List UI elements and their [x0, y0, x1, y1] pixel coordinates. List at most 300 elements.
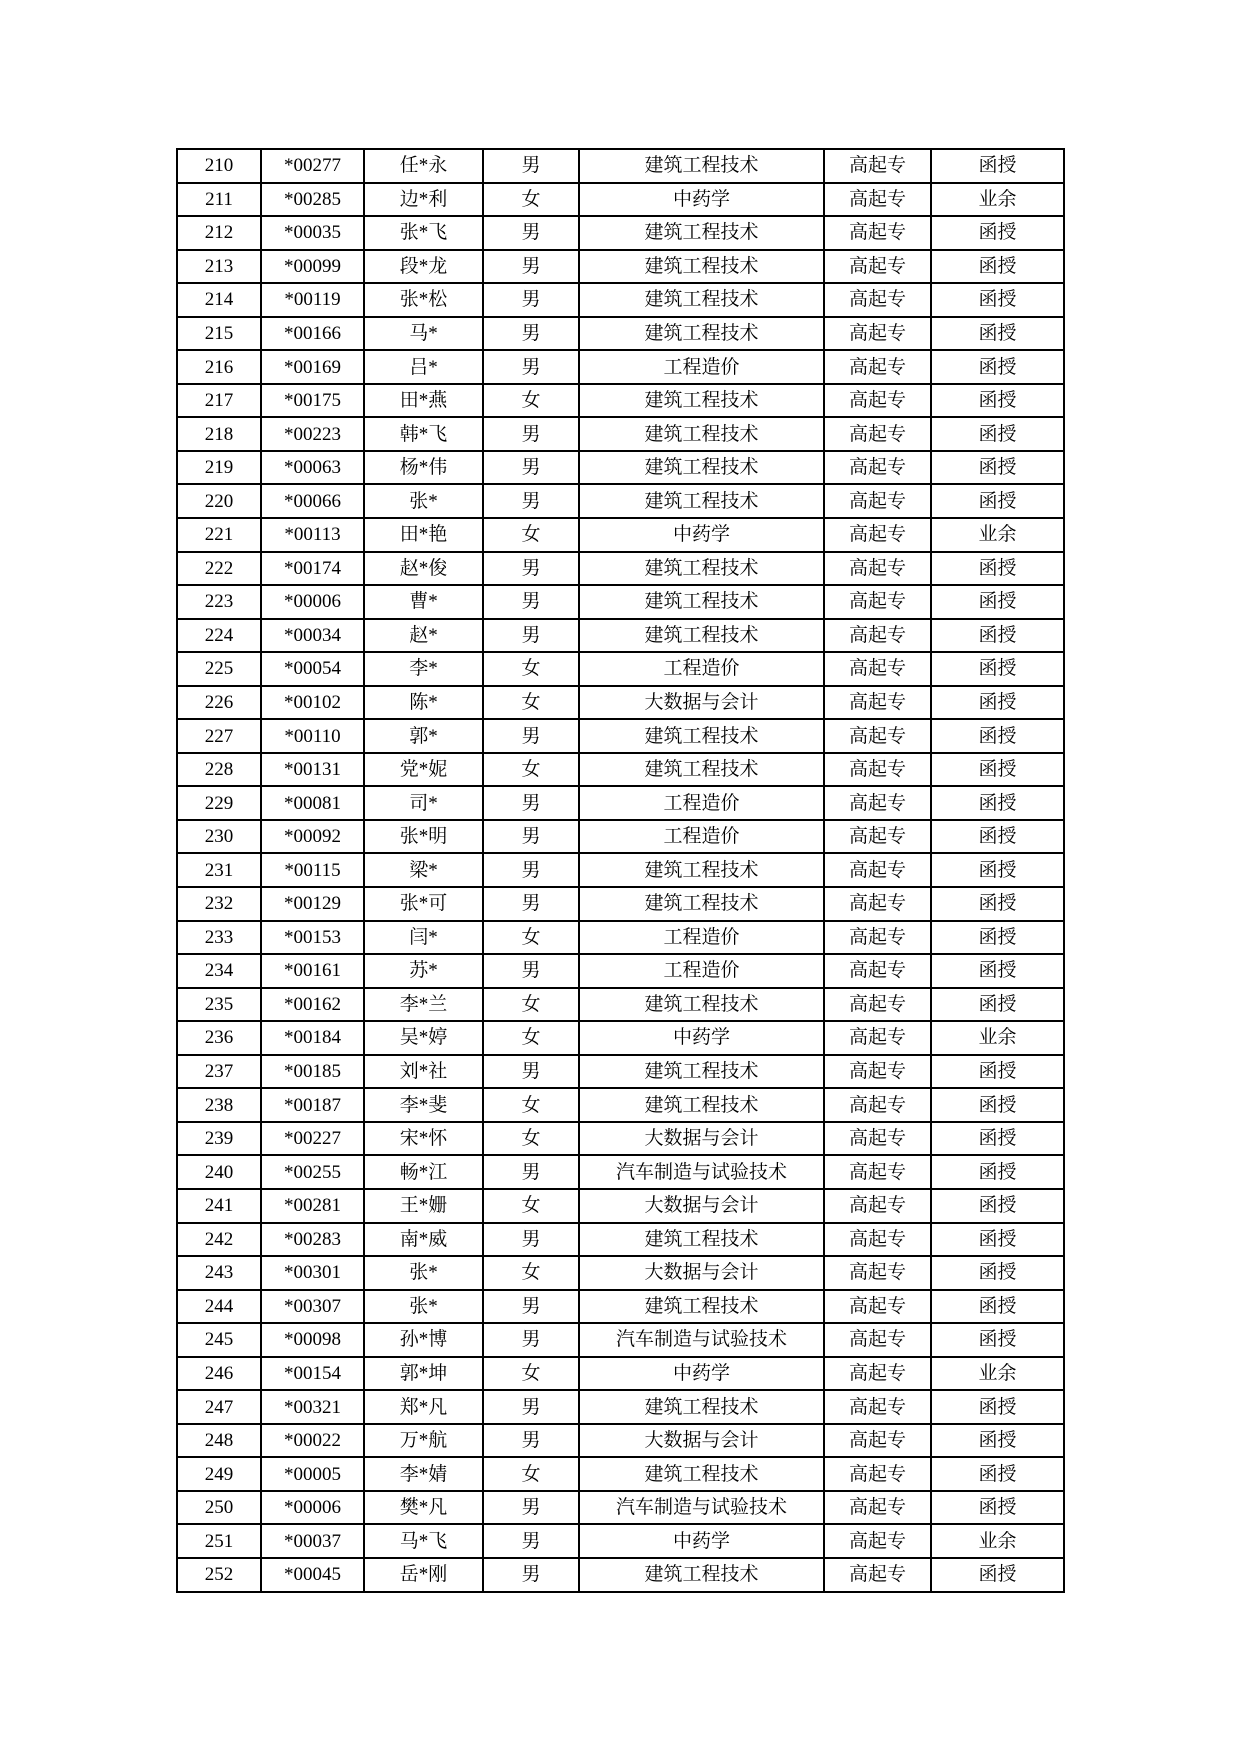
cell-masked-name: 张* — [364, 1290, 483, 1324]
table-row — [177, 1457, 1064, 1491]
cell-study-form: 函授 — [931, 216, 1064, 250]
cell-major: 建筑工程技术 — [579, 216, 824, 250]
cell-major: 建筑工程技术 — [579, 484, 824, 518]
cell-level: 高起专 — [824, 216, 931, 250]
cell-masked-name: 郑*凡 — [364, 1390, 483, 1424]
cell-gender: 女 — [483, 686, 579, 720]
cell-major: 大数据与会计 — [579, 1256, 824, 1290]
cell-row-number: 236 — [177, 1021, 261, 1055]
cell-row-number: 225 — [177, 652, 261, 686]
table-row — [177, 853, 1064, 887]
cell-level: 高起专 — [824, 1558, 931, 1592]
table-row — [177, 988, 1064, 1022]
cell-row-number: 226 — [177, 686, 261, 720]
cell-major: 汽车制造与试验技术 — [579, 1155, 824, 1189]
cell-study-form: 函授 — [931, 1155, 1064, 1189]
cell-study-form: 函授 — [931, 786, 1064, 820]
cell-gender: 女 — [483, 1189, 579, 1223]
cell-gender: 男 — [483, 1390, 579, 1424]
cell-gender: 男 — [483, 552, 579, 586]
cell-masked-name: 樊*凡 — [364, 1491, 483, 1525]
cell-major: 建筑工程技术 — [579, 1055, 824, 1089]
cell-gender: 男 — [483, 954, 579, 988]
cell-row-number: 223 — [177, 585, 261, 619]
cell-level: 高起专 — [824, 417, 931, 451]
cell-masked-name: 马* — [364, 317, 483, 351]
table-row — [177, 686, 1064, 720]
table-row — [177, 518, 1064, 552]
cell-masked-name: 刘*社 — [364, 1055, 483, 1089]
table-row — [177, 183, 1064, 217]
table-row — [177, 1491, 1064, 1525]
cell-masked-id: *00131 — [261, 753, 364, 787]
cell-gender: 男 — [483, 484, 579, 518]
cell-gender: 男 — [483, 451, 579, 485]
cell-masked-name: 赵* — [364, 619, 483, 653]
table-row — [177, 149, 1064, 183]
cell-level: 高起专 — [824, 820, 931, 854]
cell-gender: 男 — [483, 1223, 579, 1257]
cell-gender: 男 — [483, 1558, 579, 1592]
cell-gender: 女 — [483, 1357, 579, 1391]
cell-gender: 男 — [483, 283, 579, 317]
cell-masked-id: *00166 — [261, 317, 364, 351]
cell-gender: 男 — [483, 250, 579, 284]
cell-gender: 男 — [483, 1323, 579, 1357]
cell-row-number: 250 — [177, 1491, 261, 1525]
cell-major: 建筑工程技术 — [579, 1223, 824, 1257]
cell-masked-id: *00129 — [261, 887, 364, 921]
table-row — [177, 250, 1064, 284]
cell-row-number: 239 — [177, 1122, 261, 1156]
cell-level: 高起专 — [824, 183, 931, 217]
cell-masked-id: *00154 — [261, 1357, 364, 1391]
cell-level: 高起专 — [824, 1256, 931, 1290]
cell-study-form: 函授 — [931, 1088, 1064, 1122]
cell-masked-id: *00187 — [261, 1088, 364, 1122]
cell-row-number: 224 — [177, 619, 261, 653]
cell-row-number: 229 — [177, 786, 261, 820]
cell-row-number: 219 — [177, 451, 261, 485]
cell-gender: 女 — [483, 753, 579, 787]
table-row — [177, 1256, 1064, 1290]
cell-major: 工程造价 — [579, 820, 824, 854]
cell-gender: 男 — [483, 1290, 579, 1324]
cell-gender: 女 — [483, 921, 579, 955]
cell-row-number: 217 — [177, 384, 261, 418]
cell-gender: 女 — [483, 652, 579, 686]
cell-major: 建筑工程技术 — [579, 1558, 824, 1592]
cell-major: 建筑工程技术 — [579, 250, 824, 284]
cell-level: 高起专 — [824, 652, 931, 686]
cell-gender: 男 — [483, 1155, 579, 1189]
cell-masked-id: *00102 — [261, 686, 364, 720]
cell-row-number: 242 — [177, 1223, 261, 1257]
cell-masked-id: *00063 — [261, 451, 364, 485]
cell-masked-id: *00006 — [261, 1491, 364, 1525]
cell-masked-name: 闫* — [364, 921, 483, 955]
cell-study-form: 函授 — [931, 250, 1064, 284]
cell-study-form: 函授 — [931, 1290, 1064, 1324]
cell-study-form: 函授 — [931, 384, 1064, 418]
cell-study-form: 函授 — [931, 753, 1064, 787]
cell-row-number: 249 — [177, 1457, 261, 1491]
cell-row-number: 247 — [177, 1390, 261, 1424]
table-row — [177, 1155, 1064, 1189]
cell-level: 高起专 — [824, 954, 931, 988]
cell-level: 高起专 — [824, 1357, 931, 1391]
cell-level: 高起专 — [824, 1491, 931, 1525]
cell-major: 中药学 — [579, 183, 824, 217]
cell-row-number: 231 — [177, 853, 261, 887]
cell-masked-id: *00175 — [261, 384, 364, 418]
cell-major: 汽车制造与试验技术 — [579, 1491, 824, 1525]
cell-masked-name: 田*燕 — [364, 384, 483, 418]
cell-masked-name: 吴*婷 — [364, 1021, 483, 1055]
cell-study-form: 函授 — [931, 1256, 1064, 1290]
cell-row-number: 240 — [177, 1155, 261, 1189]
cell-masked-name: 张* — [364, 1256, 483, 1290]
cell-level: 高起专 — [824, 149, 931, 183]
cell-masked-name: 韩*飞 — [364, 417, 483, 451]
cell-gender: 男 — [483, 1491, 579, 1525]
cell-masked-id: *00054 — [261, 652, 364, 686]
cell-level: 高起专 — [824, 350, 931, 384]
cell-study-form: 函授 — [931, 1055, 1064, 1089]
cell-row-number: 241 — [177, 1189, 261, 1223]
cell-study-form: 函授 — [931, 988, 1064, 1022]
cell-masked-id: *00110 — [261, 719, 364, 753]
cell-major: 中药学 — [579, 1021, 824, 1055]
cell-row-number: 252 — [177, 1558, 261, 1592]
table-row — [177, 652, 1064, 686]
cell-row-number: 245 — [177, 1323, 261, 1357]
cell-study-form: 函授 — [931, 921, 1064, 955]
cell-gender: 男 — [483, 585, 579, 619]
cell-masked-name: 岳*刚 — [364, 1558, 483, 1592]
table-row — [177, 820, 1064, 854]
table-row — [177, 1055, 1064, 1089]
table-row — [177, 1524, 1064, 1558]
cell-masked-name: 段*龙 — [364, 250, 483, 284]
cell-masked-name: 张*松 — [364, 283, 483, 317]
cell-study-form: 函授 — [931, 1491, 1064, 1525]
cell-level: 高起专 — [824, 686, 931, 720]
cell-masked-id: *00045 — [261, 1558, 364, 1592]
cell-masked-name: 畅*江 — [364, 1155, 483, 1189]
cell-gender: 女 — [483, 518, 579, 552]
cell-major: 建筑工程技术 — [579, 988, 824, 1022]
cell-major: 工程造价 — [579, 786, 824, 820]
cell-row-number: 218 — [177, 417, 261, 451]
cell-masked-name: 张*明 — [364, 820, 483, 854]
cell-study-form: 函授 — [931, 417, 1064, 451]
cell-masked-id: *00035 — [261, 216, 364, 250]
cell-row-number: 216 — [177, 350, 261, 384]
cell-gender: 男 — [483, 1524, 579, 1558]
table-row — [177, 1323, 1064, 1357]
table-row — [177, 451, 1064, 485]
cell-major: 工程造价 — [579, 350, 824, 384]
cell-major: 建筑工程技术 — [579, 619, 824, 653]
cell-level: 高起专 — [824, 1155, 931, 1189]
cell-study-form: 函授 — [931, 954, 1064, 988]
cell-row-number: 212 — [177, 216, 261, 250]
cell-gender: 男 — [483, 853, 579, 887]
cell-masked-name: 司* — [364, 786, 483, 820]
cell-level: 高起专 — [824, 1290, 931, 1324]
table-row — [177, 1424, 1064, 1458]
table-row — [177, 384, 1064, 418]
cell-study-form: 函授 — [931, 283, 1064, 317]
cell-masked-id: *00255 — [261, 1155, 364, 1189]
cell-masked-id: *00281 — [261, 1189, 364, 1223]
cell-masked-name: 李* — [364, 652, 483, 686]
cell-study-form: 函授 — [931, 1558, 1064, 1592]
cell-study-form: 函授 — [931, 853, 1064, 887]
cell-gender: 女 — [483, 1457, 579, 1491]
cell-gender: 男 — [483, 820, 579, 854]
cell-study-form: 函授 — [931, 820, 1064, 854]
table-row — [177, 921, 1064, 955]
cell-row-number: 244 — [177, 1290, 261, 1324]
cell-masked-name: 郭*坤 — [364, 1357, 483, 1391]
cell-masked-id: *00034 — [261, 619, 364, 653]
table-row — [177, 484, 1064, 518]
cell-row-number: 221 — [177, 518, 261, 552]
cell-study-form: 函授 — [931, 719, 1064, 753]
cell-gender: 女 — [483, 384, 579, 418]
cell-major: 工程造价 — [579, 921, 824, 955]
table-row — [177, 216, 1064, 250]
cell-masked-name: 党*妮 — [364, 753, 483, 787]
cell-study-form: 函授 — [931, 451, 1064, 485]
table-row — [177, 417, 1064, 451]
cell-major: 大数据与会计 — [579, 1189, 824, 1223]
cell-masked-id: *00092 — [261, 820, 364, 854]
cell-gender: 男 — [483, 786, 579, 820]
cell-masked-name: 曹* — [364, 585, 483, 619]
cell-masked-id: *00223 — [261, 417, 364, 451]
cell-row-number: 238 — [177, 1088, 261, 1122]
cell-level: 高起专 — [824, 619, 931, 653]
cell-major: 大数据与会计 — [579, 1424, 824, 1458]
table-row — [177, 954, 1064, 988]
cell-masked-name: 李*婧 — [364, 1457, 483, 1491]
cell-study-form: 业余 — [931, 1357, 1064, 1391]
cell-masked-name: 王*姗 — [364, 1189, 483, 1223]
student-roster-table — [176, 148, 1065, 1593]
cell-row-number: 234 — [177, 954, 261, 988]
cell-gender: 男 — [483, 619, 579, 653]
cell-gender: 女 — [483, 1122, 579, 1156]
cell-major: 建筑工程技术 — [579, 317, 824, 351]
cell-row-number: 251 — [177, 1524, 261, 1558]
cell-level: 高起专 — [824, 988, 931, 1022]
table-row — [177, 1223, 1064, 1257]
cell-major: 中药学 — [579, 1524, 824, 1558]
cell-masked-id: *00119 — [261, 283, 364, 317]
cell-major: 建筑工程技术 — [579, 552, 824, 586]
cell-masked-name: 张* — [364, 484, 483, 518]
cell-level: 高起专 — [824, 317, 931, 351]
cell-masked-name: 李*兰 — [364, 988, 483, 1022]
cell-major: 建筑工程技术 — [579, 719, 824, 753]
cell-study-form: 函授 — [931, 317, 1064, 351]
cell-row-number: 232 — [177, 887, 261, 921]
cell-major: 建筑工程技术 — [579, 451, 824, 485]
cell-level: 高起专 — [824, 384, 931, 418]
table-row — [177, 1558, 1064, 1592]
cell-masked-id: *00301 — [261, 1256, 364, 1290]
table-row — [177, 1021, 1064, 1055]
cell-level: 高起专 — [824, 283, 931, 317]
cell-masked-name: 边*利 — [364, 183, 483, 217]
table-row — [177, 1088, 1064, 1122]
cell-study-form: 函授 — [931, 686, 1064, 720]
cell-level: 高起专 — [824, 753, 931, 787]
cell-gender: 男 — [483, 317, 579, 351]
cell-gender: 女 — [483, 183, 579, 217]
table-row — [177, 1390, 1064, 1424]
cell-study-form: 函授 — [931, 1390, 1064, 1424]
cell-major: 工程造价 — [579, 954, 824, 988]
cell-masked-name: 马*飞 — [364, 1524, 483, 1558]
cell-major: 建筑工程技术 — [579, 1457, 824, 1491]
cell-level: 高起专 — [824, 853, 931, 887]
cell-gender: 男 — [483, 149, 579, 183]
cell-level: 高起专 — [824, 1457, 931, 1491]
cell-major: 建筑工程技术 — [579, 1088, 824, 1122]
cell-masked-name: 万*航 — [364, 1424, 483, 1458]
roster-body — [177, 149, 1064, 1592]
cell-level: 高起专 — [824, 1189, 931, 1223]
cell-row-number: 230 — [177, 820, 261, 854]
cell-masked-name: 杨*伟 — [364, 451, 483, 485]
cell-major: 建筑工程技术 — [579, 283, 824, 317]
cell-masked-id: *00153 — [261, 921, 364, 955]
table-row — [177, 887, 1064, 921]
cell-row-number: 248 — [177, 1424, 261, 1458]
cell-row-number: 213 — [177, 250, 261, 284]
cell-study-form: 函授 — [931, 887, 1064, 921]
cell-level: 高起专 — [824, 1390, 931, 1424]
cell-masked-id: *00099 — [261, 250, 364, 284]
cell-row-number: 246 — [177, 1357, 261, 1391]
cell-study-form: 函授 — [931, 1122, 1064, 1156]
cell-masked-name: 陈* — [364, 686, 483, 720]
cell-row-number: 237 — [177, 1055, 261, 1089]
cell-masked-id: *00006 — [261, 585, 364, 619]
cell-masked-id: *00005 — [261, 1457, 364, 1491]
cell-study-form: 函授 — [931, 350, 1064, 384]
cell-masked-id: *00066 — [261, 484, 364, 518]
cell-masked-id: *00184 — [261, 1021, 364, 1055]
cell-masked-name: 任*永 — [364, 149, 483, 183]
cell-gender: 女 — [483, 988, 579, 1022]
cell-level: 高起专 — [824, 786, 931, 820]
cell-row-number: 235 — [177, 988, 261, 1022]
table-row — [177, 350, 1064, 384]
cell-major: 工程造价 — [579, 652, 824, 686]
cell-study-form: 函授 — [931, 652, 1064, 686]
cell-masked-id: *00307 — [261, 1290, 364, 1324]
cell-study-form: 业余 — [931, 1021, 1064, 1055]
table-row — [177, 753, 1064, 787]
cell-row-number: 228 — [177, 753, 261, 787]
cell-row-number: 211 — [177, 183, 261, 217]
cell-major: 建筑工程技术 — [579, 1390, 824, 1424]
cell-row-number: 233 — [177, 921, 261, 955]
cell-masked-name: 孙*博 — [364, 1323, 483, 1357]
cell-masked-name: 吕* — [364, 350, 483, 384]
cell-masked-id: *00277 — [261, 149, 364, 183]
cell-major: 建筑工程技术 — [579, 585, 824, 619]
cell-level: 高起专 — [824, 552, 931, 586]
cell-major: 建筑工程技术 — [579, 753, 824, 787]
cell-study-form: 业余 — [931, 1524, 1064, 1558]
cell-level: 高起专 — [824, 451, 931, 485]
cell-level: 高起专 — [824, 1021, 931, 1055]
cell-row-number: 243 — [177, 1256, 261, 1290]
cell-study-form: 函授 — [931, 1223, 1064, 1257]
table-row — [177, 619, 1064, 653]
cell-level: 高起专 — [824, 1424, 931, 1458]
cell-row-number: 222 — [177, 552, 261, 586]
cell-masked-id: *00161 — [261, 954, 364, 988]
cell-masked-id: *00174 — [261, 552, 364, 586]
cell-masked-id: *00115 — [261, 853, 364, 887]
cell-gender: 男 — [483, 1424, 579, 1458]
cell-masked-name: 南*威 — [364, 1223, 483, 1257]
cell-gender: 男 — [483, 1055, 579, 1089]
cell-study-form: 函授 — [931, 1424, 1064, 1458]
cell-level: 高起专 — [824, 1223, 931, 1257]
table-row — [177, 786, 1064, 820]
cell-major: 汽车制造与试验技术 — [579, 1323, 824, 1357]
cell-gender: 男 — [483, 887, 579, 921]
cell-masked-id: *00321 — [261, 1390, 364, 1424]
cell-masked-id: *00227 — [261, 1122, 364, 1156]
table-row — [177, 1189, 1064, 1223]
cell-gender: 女 — [483, 1256, 579, 1290]
cell-major: 建筑工程技术 — [579, 384, 824, 418]
cell-masked-id: *00283 — [261, 1223, 364, 1257]
cell-study-form: 函授 — [931, 552, 1064, 586]
cell-masked-name: 张*飞 — [364, 216, 483, 250]
cell-major: 建筑工程技术 — [579, 887, 824, 921]
cell-major: 建筑工程技术 — [579, 853, 824, 887]
cell-gender: 女 — [483, 1088, 579, 1122]
cell-level: 高起专 — [824, 887, 931, 921]
cell-major: 中药学 — [579, 518, 824, 552]
cell-level: 高起专 — [824, 1524, 931, 1558]
cell-masked-id: *00037 — [261, 1524, 364, 1558]
cell-study-form: 函授 — [931, 1323, 1064, 1357]
cell-row-number: 210 — [177, 149, 261, 183]
cell-masked-name: 赵*俊 — [364, 552, 483, 586]
cell-masked-id: *00185 — [261, 1055, 364, 1089]
table-row — [177, 552, 1064, 586]
cell-study-form: 函授 — [931, 1189, 1064, 1223]
cell-major: 建筑工程技术 — [579, 417, 824, 451]
table-row — [177, 1357, 1064, 1391]
cell-major: 建筑工程技术 — [579, 1290, 824, 1324]
cell-major: 大数据与会计 — [579, 1122, 824, 1156]
cell-masked-id: *00022 — [261, 1424, 364, 1458]
cell-masked-name: 李*斐 — [364, 1088, 483, 1122]
cell-masked-name: 田*艳 — [364, 518, 483, 552]
